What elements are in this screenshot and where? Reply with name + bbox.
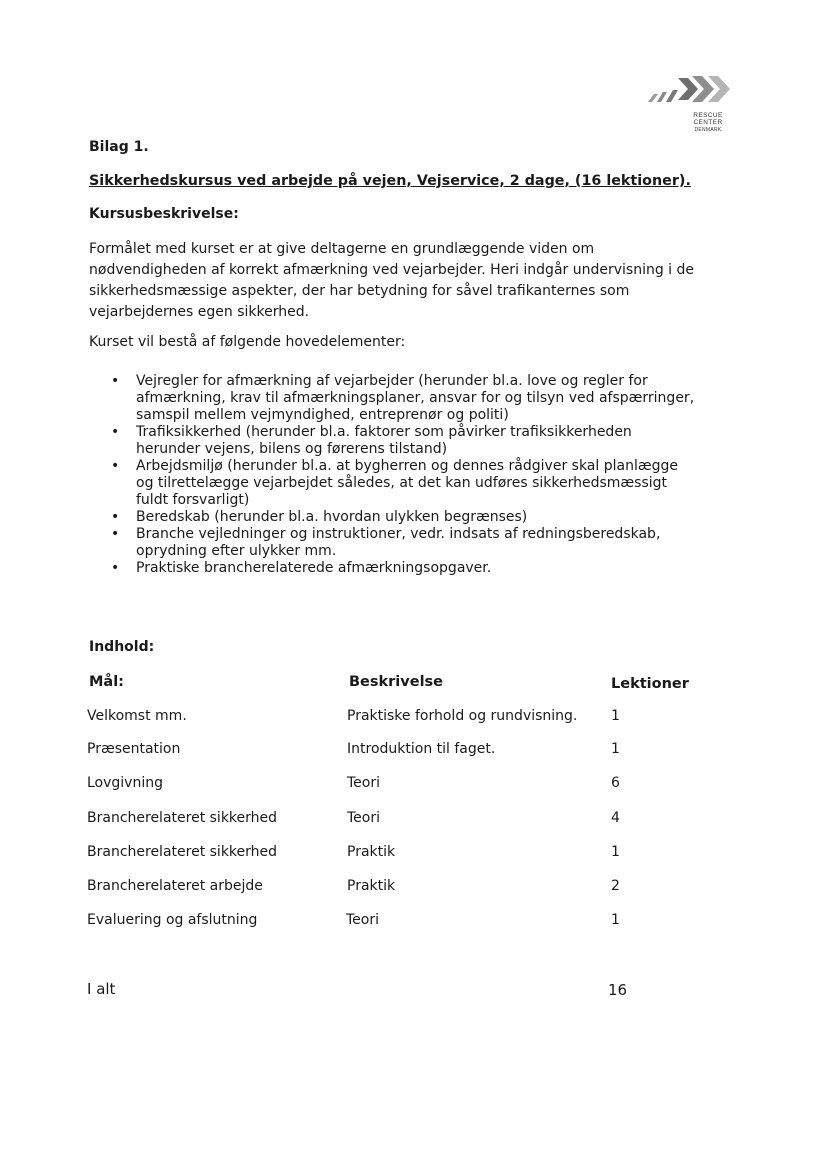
table-row <box>0 844 826 864</box>
row-lessons: 1 <box>611 844 620 860</box>
column-header-description: Beskrivelse <box>349 674 444 690</box>
paragraph-line: nødvendigheden af korrekt afmærkning ved vejarbejder. Heri indgår undervisning i de <box>89 262 695 278</box>
table-row <box>0 741 826 761</box>
list-item-line: oprydning efter ulykker mm. <box>136 543 337 559</box>
paragraph-line: sikkerhedsmæssige aspekter, der har betydning for såvel trafikanternes som <box>89 283 630 299</box>
row-goal: Brancherelateret sikkerhed <box>87 810 278 826</box>
logo-line-3: DENMARK <box>694 127 722 133</box>
list-item-line: Arbejdsmiljø (herunder bl.a. at bygherren og dennes rådgiver skal planlægge <box>136 458 678 474</box>
bullet-icon: • <box>111 560 120 576</box>
list-item-line: herunder vejens, bilens og førerens tilstand) <box>136 441 448 457</box>
list-item <box>111 424 751 458</box>
list-item <box>111 526 751 560</box>
row-lessons: 1 <box>611 741 620 757</box>
course-title: Sikkerhedskursus ved arbejde på vejen, Vejservice, 2 dage, (16 lektioner). <box>89 173 691 189</box>
row-goal: Lovgivning <box>87 775 163 791</box>
row-description: Teori <box>347 810 380 826</box>
paragraph-line: Formålet med kurset er at give deltagerne en grundlæggende viden om <box>89 241 595 257</box>
description-heading: Kursusbeskrivelse: <box>89 206 239 222</box>
bullet-icon: • <box>111 509 120 525</box>
row-description: Praktik <box>347 878 396 894</box>
row-lessons: 4 <box>611 810 620 826</box>
row-description: Introduktion til faget. <box>347 741 496 757</box>
column-header-goal: Mål: <box>89 674 124 690</box>
list-item-line: afmærkning, krav til afmærkningsplaner, ansvar for og tilsyn ved afspærringer, <box>136 390 695 406</box>
logo-line-1: RESCUE <box>693 112 723 119</box>
column-header-lessons: Lektioner <box>611 676 689 692</box>
list-item-line: og tilrettelægge vejarbejdet således, at det kan udføres sikkerhedsmæssigt <box>136 475 668 491</box>
total-value: 16 <box>608 981 628 999</box>
bullet-icon: • <box>111 526 120 542</box>
list-item-line: Vejregler for afmærkning af vejarbejder (herunder bl.a. love og regler for <box>136 373 648 389</box>
row-lessons: 2 <box>611 878 620 894</box>
bullet-icon: • <box>111 424 120 440</box>
row-goal: Velkomst mm. <box>87 708 187 724</box>
table-row <box>0 708 826 728</box>
row-description: Teori <box>346 912 379 928</box>
table-row <box>0 878 826 898</box>
total-row <box>0 980 826 1000</box>
chevron-arrows-icon <box>648 72 740 112</box>
list-item-line: samspil mellem vejmyndighed, entreprenør og politi) <box>136 407 509 423</box>
list-item-line: Trafiksikkerhed (herunder bl.a. faktorer som påvirker trafiksikkerheden <box>136 424 632 440</box>
list-item <box>111 560 751 577</box>
elements-intro: Kurset vil bestå af følgende hovedelementer: <box>89 334 406 350</box>
row-goal: Brancherelateret sikkerhed <box>87 844 278 860</box>
list-item <box>111 509 751 526</box>
row-description: Praktik <box>347 844 396 860</box>
table-row <box>0 912 826 932</box>
list-item-line: Beredskab (herunder bl.a. hvordan ulykken begrænses) <box>136 509 528 525</box>
row-lessons: 1 <box>611 708 620 724</box>
row-goal: Brancherelateret arbejde <box>87 878 263 894</box>
list-item <box>111 373 751 424</box>
row-description: Teori <box>347 775 380 791</box>
row-description: Praktiske forhold og rundvisning. <box>347 708 578 724</box>
list-item-line: Praktiske brancherelaterede afmærkningsopgaver. <box>136 560 492 576</box>
rescue-center-logo <box>648 72 740 142</box>
table-row <box>0 775 826 795</box>
content-heading: Indhold: <box>89 639 155 655</box>
list-item <box>111 458 751 509</box>
row-lessons: 6 <box>611 775 620 791</box>
appendix-label: Bilag 1. <box>89 139 149 155</box>
row-lessons: 1 <box>611 912 620 928</box>
bullet-icon: • <box>111 373 120 389</box>
row-goal: Præsentation <box>87 741 181 757</box>
paragraph-line: vejarbejdernes egen sikkerhed. <box>89 304 310 320</box>
list-item-line: Branche vejledninger og instruktioner, vedr. indsats af redningsberedskab, <box>136 526 661 542</box>
total-label: I alt <box>87 980 116 998</box>
description-paragraph <box>89 239 749 323</box>
elements-list <box>111 373 751 577</box>
table-header <box>0 674 826 694</box>
table-row <box>0 810 826 830</box>
list-item-line: fuldt forsvarligt) <box>136 492 250 508</box>
logo-line-2: CENTER <box>693 119 723 126</box>
row-goal: Evaluering og afslutning <box>87 912 258 928</box>
bullet-icon: • <box>111 458 120 474</box>
